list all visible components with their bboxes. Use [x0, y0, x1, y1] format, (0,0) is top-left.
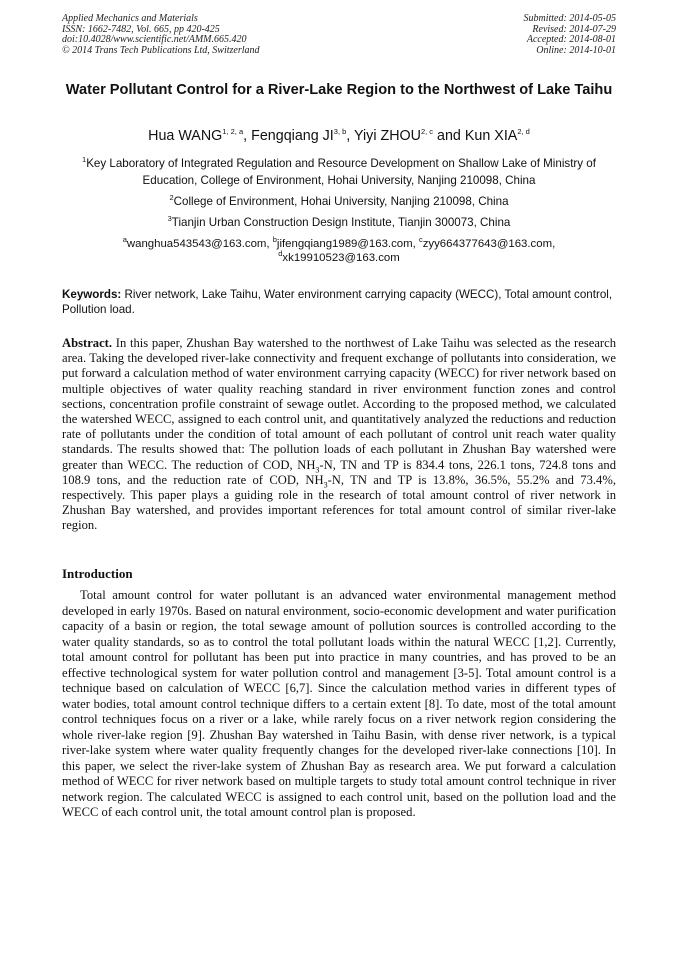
- affiliation-text: Key Laboratory of Integrated Regulation and Resource Development on Shallow Lake of Ministry of Education, College of Environment, Hohai University, Nanjing 210098, China: [86, 157, 596, 187]
- author-affiliation-marker: 2, d: [517, 127, 530, 137]
- email-address[interactable]: xk19910523@163.com: [282, 252, 400, 264]
- publication-dates: [524, 14, 617, 56]
- email-separator: ,: [552, 238, 556, 250]
- keywords-label: Keywords:: [62, 288, 122, 301]
- author-name: Fengqiang JI: [251, 128, 334, 144]
- affiliation-2: [62, 193, 616, 210]
- email-line-1: [62, 237, 616, 251]
- journal-doi: doi:10.4028/www.scientific.net/AMM.665.420: [62, 34, 247, 46]
- affiliation-1: [62, 155, 616, 189]
- section-heading-introduction: Introduction: [62, 566, 133, 581]
- email-address[interactable]: zyy664377643@163.com: [422, 238, 553, 250]
- date-online: Online: 2014-10-01: [536, 44, 616, 56]
- author-name: Hua WANG: [148, 128, 223, 144]
- journal-copyright: © 2014 Trans Tech Publications Ltd, Switzerland: [62, 44, 260, 56]
- author-separator: ,: [346, 128, 354, 144]
- author-separator: and: [433, 128, 465, 144]
- author-affiliation-marker: 1, 2, a: [222, 127, 244, 137]
- abstract-text: -N, TN and TP is 13.8%, 36.5%, 55.2% and 73.4%, respectively. This paper plays a guiding role in the research of total amount control of river network in Zhushan Bay watershed, and provides important references for total amount control of similar river-lake region.: [62, 472, 616, 533]
- affiliation-text: Tianjin Urban Construction Design Institute, Tianjin 300073, China: [171, 216, 511, 229]
- date-accepted: Accepted: 2014-08-01: [526, 34, 616, 46]
- email-separator: ,: [266, 238, 273, 250]
- subscript: 3: [323, 480, 328, 490]
- abstract-text: -N, TN and TP is 834.4 tons, 226.1 tons, 724.8 tons and 108.9 tons, and the reduction rate of COD, NH: [62, 457, 616, 487]
- email-address[interactable]: jifengqiang1989@163.com: [276, 238, 413, 250]
- email-list: [62, 237, 616, 265]
- date-revised: Revised: 2014-07-29: [532, 23, 616, 35]
- paper-title: Water Pollutant Control for a River-Lake Region to the Northwest of Lake Taihu: [65, 82, 613, 98]
- author-affiliation-marker: 3, b: [333, 127, 347, 137]
- email-separator: ,: [412, 238, 419, 250]
- email-marker: a: [122, 235, 127, 245]
- affiliation-marker: 3: [167, 214, 172, 224]
- affiliation-3: [62, 214, 616, 231]
- abstract: [62, 336, 616, 534]
- abstract-label: Abstract.: [62, 336, 113, 350]
- email-address[interactable]: wanghua543543@163.com: [126, 238, 267, 250]
- journal-issn: ISSN: 1662-7482, Vol. 665, pp 420-425: [62, 23, 220, 35]
- email-line-2: [62, 251, 616, 265]
- author-name: Kun XIA: [464, 128, 518, 144]
- date-submitted: Submitted: 2014-05-05: [523, 13, 616, 24]
- keywords-text: River network, Lake Taihu, Water environment carrying capacity (WECC), Total amount control, Pollution load.: [62, 288, 613, 317]
- subscript: 3: [315, 465, 320, 475]
- journal-name: Applied Mechanics and Materials: [62, 13, 198, 24]
- author-list: [62, 127, 616, 145]
- affiliation-marker: 2: [169, 193, 174, 203]
- email-marker: c: [418, 235, 423, 245]
- journal-info: [62, 14, 260, 56]
- author-separator: ,: [243, 128, 252, 144]
- keywords: [62, 287, 616, 317]
- author-name: Yiyi ZHOU: [353, 128, 421, 144]
- email-marker: d: [278, 249, 283, 259]
- affiliation-text: College of Environment, Hohai University, Nanjing 210098, China: [173, 195, 509, 208]
- introduction-paragraph: Total amount control for water pollutant is an advanced water environmental management method developed in early 1970s. Based on natural environment, socio-economic development and water purification capacity of a basin or region, the total sewage amount of pollution sources is controlled according to the water quality standards, so as to control the total pollutant loads within the natural WECC [1,2]. Currently, total amount control for pollutant has been put into practice in many countries, and has proved to be an effective technological system for water pollution control and management [3-5]. Total amount control is a technique based on calculation of WECC [6,7]. Since the calculation method varies in different types of water bodies, total amount control technique differs to a certain extent [8]. To date, most of the total amount control techniques focus on a river or a lake, while rarely focus on a river network region considering the whole river-lake region [9]. Zhushan Bay watershed in Taihu Basin, with dense river network, is a typical river-lake system where water quality frequently changes for the developed river-lake connections [10]. In this paper, we select the river-lake system of Zhushan Bay as research area. We put forward a calculation method of WECC for river network based on multiple targets to study total amount control technique in river network region. The calculated WECC is assigned to each control unit, based on the pollution load and the WECC of each control unit, the total amount control plan is proposed.: [62, 588, 616, 819]
- affiliation-marker: 1: [82, 155, 87, 165]
- email-marker: b: [272, 235, 277, 245]
- abstract-text: In this paper, Zhushan Bay watershed to the northwest of Lake Taihu was selected as the research area. Taking the developed river-lake connectivity and frequent exchange of pollutants into consideration, we put forward a calculation method of water environment carrying capacity (WECC) for river network based on multiple objectives of water quality reaching standard in river environment function zones and control sections, concentration profile constraint of sewage outlet. According to the proposed method, we calculated the watershed WECC, assigned to each control unit, and quantitatively analyzed the reductions and reduction rate of pollutants under the condition of total amount of each pollutant of control unit reach water quality standards. The results showed that: The pollution loads of each pollutant in Zhushan Bay watershed were greater than WECC. The reduction of COD, NH: [62, 336, 617, 472]
- author-affiliation-marker: 2, c: [420, 127, 434, 137]
